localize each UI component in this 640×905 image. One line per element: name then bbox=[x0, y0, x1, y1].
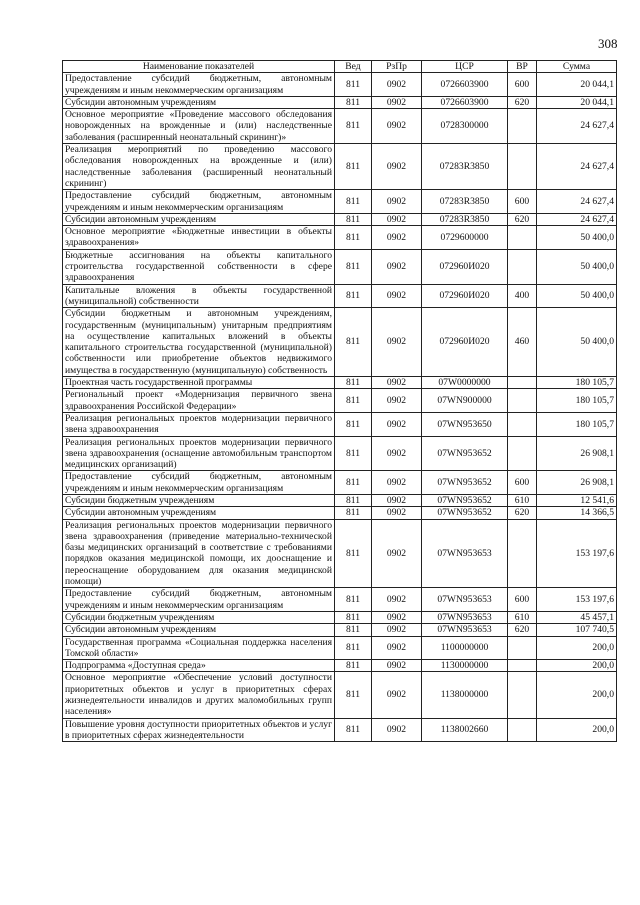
table-row bbox=[63, 190, 617, 214]
cell-vr: 600 bbox=[508, 588, 537, 612]
cell-vr: 620 bbox=[508, 96, 537, 108]
cell-name: Реализация мероприятий по проведению массового обследования новорожденных на врожденные и (или) наследственные заболевания (расширенный неонатальный скрининг) bbox=[63, 144, 335, 190]
cell-name: Реализация региональных проектов модернизации первичного звена здравоохранения (оснащение автомобильным транспортом медицинских организаций) bbox=[63, 436, 335, 471]
cell-sum: 26 908,1 bbox=[537, 436, 617, 471]
cell-ved: 811 bbox=[335, 519, 372, 588]
cell-csr: 072960И020 bbox=[422, 308, 508, 377]
cell-csr: 0728300000 bbox=[422, 109, 508, 144]
cell-name: Субсидии бюджетным учреждениям bbox=[63, 611, 335, 623]
cell-csr: 07W0000000 bbox=[422, 377, 508, 389]
table-row bbox=[63, 249, 617, 284]
cell-ved: 811 bbox=[335, 611, 372, 623]
table-row bbox=[63, 588, 617, 612]
cell-vr bbox=[508, 249, 537, 284]
cell-sum: 50 400,0 bbox=[537, 308, 617, 377]
cell-sum: 180 105,7 bbox=[537, 412, 617, 436]
cell-ved: 811 bbox=[335, 377, 372, 389]
cell-ved: 811 bbox=[335, 412, 372, 436]
cell-sum: 45 457,1 bbox=[537, 611, 617, 623]
cell-ved: 811 bbox=[335, 308, 372, 377]
cell-sum: 180 105,7 bbox=[537, 389, 617, 413]
table-row bbox=[63, 213, 617, 225]
cell-rzpr: 0902 bbox=[372, 519, 422, 588]
cell-csr: 07283R3850 bbox=[422, 213, 508, 225]
cell-name: Предоставление субсидий бюджетным, автономным учреждениям и иным некоммерческим организациям bbox=[63, 190, 335, 214]
cell-vr: 610 bbox=[508, 611, 537, 623]
cell-ved: 811 bbox=[335, 109, 372, 144]
cell-name: Проектная часть государственной программы bbox=[63, 377, 335, 389]
table-header-row bbox=[63, 61, 617, 73]
cell-sum: 26 908,1 bbox=[537, 471, 617, 495]
table-row bbox=[63, 436, 617, 471]
cell-vr: 620 bbox=[508, 507, 537, 519]
cell-sum: 24 627,4 bbox=[537, 213, 617, 225]
table-row bbox=[63, 519, 617, 588]
cell-vr: 620 bbox=[508, 213, 537, 225]
cell-vr bbox=[508, 672, 537, 718]
cell-sum: 24 627,4 bbox=[537, 144, 617, 190]
cell-name: Основное мероприятие «Проведение массового обследования новорожденных на врожденные и (или) наследственные заболевания (расширенный неонатальный скрининг)» bbox=[63, 109, 335, 144]
cell-csr: 07WN953652 bbox=[422, 494, 508, 506]
table-row bbox=[63, 73, 617, 97]
cell-csr: 0726603900 bbox=[422, 73, 508, 97]
cell-rzpr: 0902 bbox=[372, 507, 422, 519]
cell-vr: 600 bbox=[508, 73, 537, 97]
cell-rzpr: 0902 bbox=[372, 389, 422, 413]
cell-name: Предоставление субсидий бюджетным, автономным учреждениям и иным некоммерческим организациям bbox=[63, 471, 335, 495]
cell-csr: 07WN953650 bbox=[422, 412, 508, 436]
cell-ved: 811 bbox=[335, 507, 372, 519]
cell-vr: 610 bbox=[508, 494, 537, 506]
table-row bbox=[63, 471, 617, 495]
cell-sum: 200,0 bbox=[537, 636, 617, 660]
cell-rzpr: 0902 bbox=[372, 109, 422, 144]
cell-sum: 14 366,5 bbox=[537, 507, 617, 519]
cell-name: Реализация региональных проектов модернизации первичного звена здравоохранения bbox=[63, 412, 335, 436]
cell-rzpr: 0902 bbox=[372, 718, 422, 742]
cell-vr bbox=[508, 436, 537, 471]
cell-rzpr: 0902 bbox=[372, 213, 422, 225]
cell-csr: 07WN953653 bbox=[422, 588, 508, 612]
cell-sum: 20 044,1 bbox=[537, 96, 617, 108]
cell-csr: 0729600000 bbox=[422, 226, 508, 250]
cell-sum: 107 740,5 bbox=[537, 624, 617, 636]
cell-vr: 600 bbox=[508, 471, 537, 495]
cell-csr: 1138000000 bbox=[422, 672, 508, 718]
cell-ved: 811 bbox=[335, 389, 372, 413]
cell-sum: 12 541,6 bbox=[537, 494, 617, 506]
cell-name: Предоставление субсидий бюджетным, автономным учреждениям и иным некоммерческим организациям bbox=[63, 588, 335, 612]
cell-ved: 811 bbox=[335, 636, 372, 660]
cell-rzpr: 0902 bbox=[372, 226, 422, 250]
table-row bbox=[63, 636, 617, 660]
cell-csr: 07WN953652 bbox=[422, 436, 508, 471]
cell-rzpr: 0902 bbox=[372, 611, 422, 623]
cell-ved: 811 bbox=[335, 588, 372, 612]
table-row bbox=[63, 284, 617, 308]
cell-csr: 07WN953652 bbox=[422, 471, 508, 495]
cell-vr bbox=[508, 660, 537, 672]
cell-ved: 811 bbox=[335, 144, 372, 190]
cell-ved: 811 bbox=[335, 213, 372, 225]
cell-vr bbox=[508, 718, 537, 742]
cell-name: Субсидии автономным учреждениям bbox=[63, 96, 335, 108]
cell-sum: 200,0 bbox=[537, 718, 617, 742]
page-number: 308 bbox=[598, 36, 618, 51]
table-row bbox=[63, 718, 617, 742]
cell-rzpr: 0902 bbox=[372, 471, 422, 495]
cell-ved: 811 bbox=[335, 284, 372, 308]
cell-csr: 1138002660 bbox=[422, 718, 508, 742]
cell-name: Государственная программа «Социальная поддержка населения Томской области» bbox=[63, 636, 335, 660]
cell-ved: 811 bbox=[335, 249, 372, 284]
table-row bbox=[63, 377, 617, 389]
cell-sum: 50 400,0 bbox=[537, 249, 617, 284]
cell-vr: 400 bbox=[508, 284, 537, 308]
cell-name: Субсидии бюджетным учреждениям bbox=[63, 494, 335, 506]
cell-ved: 811 bbox=[335, 471, 372, 495]
table-row bbox=[63, 412, 617, 436]
table-row bbox=[63, 389, 617, 413]
header-ved: Вед bbox=[335, 61, 372, 73]
cell-vr: 600 bbox=[508, 190, 537, 214]
cell-csr: 07WN953653 bbox=[422, 624, 508, 636]
cell-sum: 50 400,0 bbox=[537, 226, 617, 250]
cell-ved: 811 bbox=[335, 190, 372, 214]
cell-ved: 811 bbox=[335, 436, 372, 471]
cell-name: Предоставление субсидий бюджетным, автономным учреждениям и иным некоммерческим организациям bbox=[63, 73, 335, 97]
cell-sum: 24 627,4 bbox=[537, 190, 617, 214]
table-row bbox=[63, 672, 617, 718]
cell-ved: 811 bbox=[335, 73, 372, 97]
header-rzpr: РзПр bbox=[372, 61, 422, 73]
cell-rzpr: 0902 bbox=[372, 377, 422, 389]
cell-name: Субсидии бюджетным и автономным учреждениям, государственным (муниципальным) унитарным предприятиям на осуществление капитальных вложений в объекты капитального строительства государственной (муниципальной) собственности или приобретение объектов недвижимого имущества в государственную (муниципальную) собственность bbox=[63, 308, 335, 377]
cell-vr bbox=[508, 636, 537, 660]
cell-csr: 072960И020 bbox=[422, 284, 508, 308]
cell-vr: 620 bbox=[508, 624, 537, 636]
cell-sum: 20 044,1 bbox=[537, 73, 617, 97]
cell-vr bbox=[508, 377, 537, 389]
cell-vr: 460 bbox=[508, 308, 537, 377]
cell-rzpr: 0902 bbox=[372, 96, 422, 108]
cell-name: Субсидии автономным учреждениям bbox=[63, 213, 335, 225]
header-csr: ЦСР bbox=[422, 61, 508, 73]
cell-vr bbox=[508, 412, 537, 436]
table-row bbox=[63, 109, 617, 144]
cell-sum: 180 105,7 bbox=[537, 377, 617, 389]
cell-sum: 50 400,0 bbox=[537, 284, 617, 308]
cell-rzpr: 0902 bbox=[372, 636, 422, 660]
cell-ved: 811 bbox=[335, 226, 372, 250]
cell-ved: 811 bbox=[335, 718, 372, 742]
cell-name: Основное мероприятие «Бюджетные инвестиции в объекты здравоохранения» bbox=[63, 226, 335, 250]
table-row bbox=[63, 226, 617, 250]
cell-csr: 1100000000 bbox=[422, 636, 508, 660]
cell-csr: 07WN953653 bbox=[422, 611, 508, 623]
cell-ved: 811 bbox=[335, 660, 372, 672]
cell-rzpr: 0902 bbox=[372, 672, 422, 718]
cell-name: Субсидии автономным учреждениям bbox=[63, 507, 335, 519]
cell-csr: 072960И020 bbox=[422, 249, 508, 284]
table-row bbox=[63, 308, 617, 377]
cell-ved: 811 bbox=[335, 624, 372, 636]
cell-rzpr: 0902 bbox=[372, 308, 422, 377]
cell-ved: 811 bbox=[335, 494, 372, 506]
cell-rzpr: 0902 bbox=[372, 660, 422, 672]
cell-vr bbox=[508, 109, 537, 144]
table-row bbox=[63, 494, 617, 506]
cell-csr: 07WN953652 bbox=[422, 507, 508, 519]
budget-table bbox=[62, 60, 617, 742]
cell-name: Подпрограмма «Доступная среда» bbox=[63, 660, 335, 672]
cell-sum: 153 197,6 bbox=[537, 588, 617, 612]
cell-vr bbox=[508, 389, 537, 413]
cell-name: Региональный проект «Модернизация первичного звена здравоохранения Российской Федерации» bbox=[63, 389, 335, 413]
cell-rzpr: 0902 bbox=[372, 249, 422, 284]
cell-name: Капитальные вложения в объекты государственной (муниципальной) собственности bbox=[63, 284, 335, 308]
cell-rzpr: 0902 bbox=[372, 624, 422, 636]
cell-sum: 200,0 bbox=[537, 660, 617, 672]
cell-name: Бюджетные ассигнования на объекты капитального строительства государственной собственности в сфере здравоохранения bbox=[63, 249, 335, 284]
cell-name: Субсидии автономным учреждениям bbox=[63, 624, 335, 636]
cell-rzpr: 0902 bbox=[372, 436, 422, 471]
cell-rzpr: 0902 bbox=[372, 494, 422, 506]
cell-rzpr: 0902 bbox=[372, 190, 422, 214]
cell-csr: 0726603900 bbox=[422, 96, 508, 108]
cell-rzpr: 0902 bbox=[372, 73, 422, 97]
header-sum: Сумма bbox=[537, 61, 617, 73]
table-row bbox=[63, 624, 617, 636]
cell-csr: 07283R3850 bbox=[422, 144, 508, 190]
table-row bbox=[63, 144, 617, 190]
cell-rzpr: 0902 bbox=[372, 588, 422, 612]
cell-vr bbox=[508, 144, 537, 190]
table-row bbox=[63, 96, 617, 108]
table-row bbox=[63, 507, 617, 519]
cell-vr bbox=[508, 519, 537, 588]
cell-sum: 24 627,4 bbox=[537, 109, 617, 144]
header-name: Наименование показателей bbox=[63, 61, 335, 73]
cell-sum: 153 197,6 bbox=[537, 519, 617, 588]
cell-ved: 811 bbox=[335, 96, 372, 108]
cell-name: Реализация региональных проектов модернизации первичного звена здравоохранения (приведение материально-технической базы медицинских организаций в соответствие с требованиями порядков оказания медицинской помощи, их дооснащение и переоснащение оборудованием для оказания медицинской помощи) bbox=[63, 519, 335, 588]
cell-rzpr: 0902 bbox=[372, 412, 422, 436]
cell-csr: 07283R3850 bbox=[422, 190, 508, 214]
cell-csr: 07WN953653 bbox=[422, 519, 508, 588]
cell-ved: 811 bbox=[335, 672, 372, 718]
cell-csr: 1130000000 bbox=[422, 660, 508, 672]
table-row bbox=[63, 611, 617, 623]
cell-sum: 200,0 bbox=[537, 672, 617, 718]
cell-rzpr: 0902 bbox=[372, 144, 422, 190]
cell-rzpr: 0902 bbox=[372, 284, 422, 308]
cell-name: Повышение уровня доступности приоритетных объектов и услуг в приоритетных сферах жизнедеятельности bbox=[63, 718, 335, 742]
cell-name: Основное мероприятие «Обеспечение условий доступности приоритетных объектов и услуг в приоритетных сферах жизнедеятельности инвалидов и других маломобильных групп населения» bbox=[63, 672, 335, 718]
table-row bbox=[63, 660, 617, 672]
cell-csr: 07WN900000 bbox=[422, 389, 508, 413]
header-vr: ВР bbox=[508, 61, 537, 73]
cell-vr bbox=[508, 226, 537, 250]
